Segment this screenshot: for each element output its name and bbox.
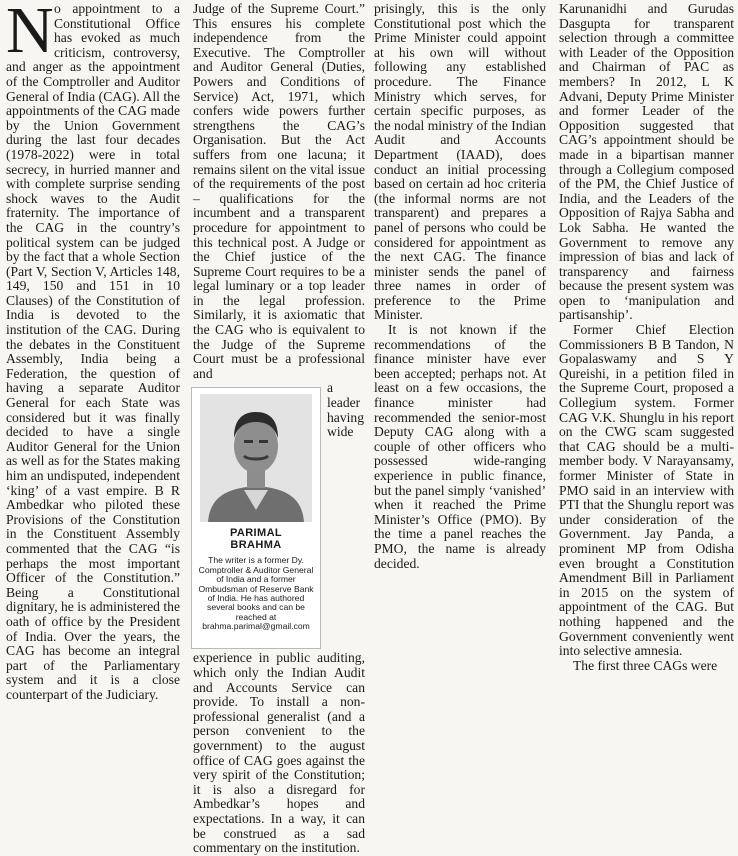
article-column-3: [374, 1, 546, 571]
author-bio: The writer is a former Dy. Comptroller & Auditor General of India and a former Ombudsman of Reserve Bank of India. He has authored several books and can be reached at brahma.parimal@gmail.com: [196, 556, 316, 631]
article-paragraph: o appointment to a Constitutional Office has evoked as much criticism, controversy, and anger as the appointment of the Comptroller and Auditor General of India (CAG). All the appointments of the CAG made by the Union Government during the last four decades (1978-2022) were in total secrecy, in hurried manner and with complete surprise sending shock waves to the Audit fraternity. The importance of the CAG in the country’s political system can be judged by the fact that a whole Section (Part V, Section V, Articles 148, 149, 150 and 151 in 10 Clauses) of the Constitution of India is devoted to the institution of the CAG. During the debates in the Constituent Assembly, India being a Federation, the question of having a separate Auditor General for each State was considered but it was finally decided to have a single Auditor General for the Union as well as for the States making him an undisputed, independent ‘king’ of a vast empire. B R Ambedkar who piloted these Provisions of the Constitution in the Constituent Assembly commented that the CAG “is perhaps the most important Officer of the Constitution.” Being a Constitutional dignitary, he is administered the oath of office by the President of India. Over the years, the CAG has become an integral part of the Parliamentary system and it is a close counterpart of the Judiciary.: [6, 1, 180, 702]
article-paragraph: Judge of the Supreme Court.” This ensures his complete independence from the Executive. The Comptroller and Auditor General (Duties, Powers and Conditions of Service) Act, 1971, which confers wide powers further strengthens the CAG’s Organisation. But the Act suffers from one lacuna; it remains silent on the vital issue of the requirements of the post – qualifications for the incumbent and a transparent procedure for appointment to this technical post. A Judge or the Chief justice of the Supreme Court requires to be a legal luminary or a top leader in the legal profession. Similarly, it is axiomatic that the CAG who is equivalent to the Judge of the Supreme Court must be a professional and: [193, 1, 365, 381]
article-paragraph: Karunanidhi and Gurudas Dasgupta for transparent selection through a committee with Leader of the Opposition and Chairman of PAC as members? In 2012, L K Advani, Deputy Prime Minister and former Leader of the Opposition suggested that CAG’s appointment should be made in a bipartisan manner through a Collegium composed of the PM, the Chief Justice of India, and the Leaders of the Opposition of Rajya Sabha and Lok Sabha. He wanted the Government to remove any impression of bias and lack of transparency and fairness because the present system was open to ‘manipulation and partisanship’.: [559, 1, 734, 323]
author-photo: [200, 394, 312, 522]
author-portrait-image: [200, 394, 312, 522]
author-box: [191, 387, 321, 649]
drop-cap: N: [6, 0, 54, 67]
article-column-1: [6, 0, 180, 702]
article-paragraph: It is not known if the recommendations of the finance minister have ever been accepted; perhaps not. At least on a few occasions, the finance minister had recommended the senior-most Deputy CAG along with a couple of other officers who possessed wide-ranging experience in public finance, but the panel simply ‘vanished’ when it reached the Prime Minister’s Office (PMO). By the time a panel reaches the PMO, the name is already decided.: [374, 322, 546, 571]
author-name: PARIMAL BRAHMA: [229, 527, 283, 551]
author-email: brahma.parimal@gmail.com: [202, 621, 310, 632]
article-paragraph: Former Chief Election Commissioners B B Tandon, N Gopalaswamy and S Y Qureishi, in a petition filed in the Supreme Court, proposed a Collegium system. Former CAG V.K. Shunglu in his report on the CWG scam suggested that CAG should be a multi-member body. V Narayansamy, former Minister of State in PMO said in an interview with PTI that the Shunglu report was under consideration of the Government. Jay Panda, a prominent MP from Odisha even brought a Constitution Amendment Bill in Parliament in 2015 on the system of appointment of the CAG. But nothing happened and the Government conveniently went into selective amnesia.: [559, 322, 734, 659]
article-paragraph: prisingly, this is the only Constitutional post which the Prime Minister could appoint at his own will without following any established procedure. The Finance Ministry which serves, for certain specific purposes, as the nodal ministry of the Indian Audit and Accounts Department (IAAD), does conduct an initial processing based on certain ad hoc criteria (the informal norms are not transparent) and prepares a panel of persons who could be considered for appointment as the next CAG. The finance minister sends the panel of three names in order of preference to the Prime Minister.: [374, 1, 546, 323]
article-paragraph: a leader having wide experience in public auditing, which only the Indian Audit and Accounts Service can provide. To install a non-professional generalist (and a person convenient to the government) to the august office of CAG goes against the very spirit of the Constitution; it is also a disregard for Ambedkar’s hopes and expectations. In a way, it can be construed as a sad commentary on the institution.: [193, 380, 365, 856]
article-column-2: [193, 1, 365, 856]
article-paragraph: The first three CAGs were: [573, 657, 718, 673]
article-column-4: [559, 1, 734, 673]
